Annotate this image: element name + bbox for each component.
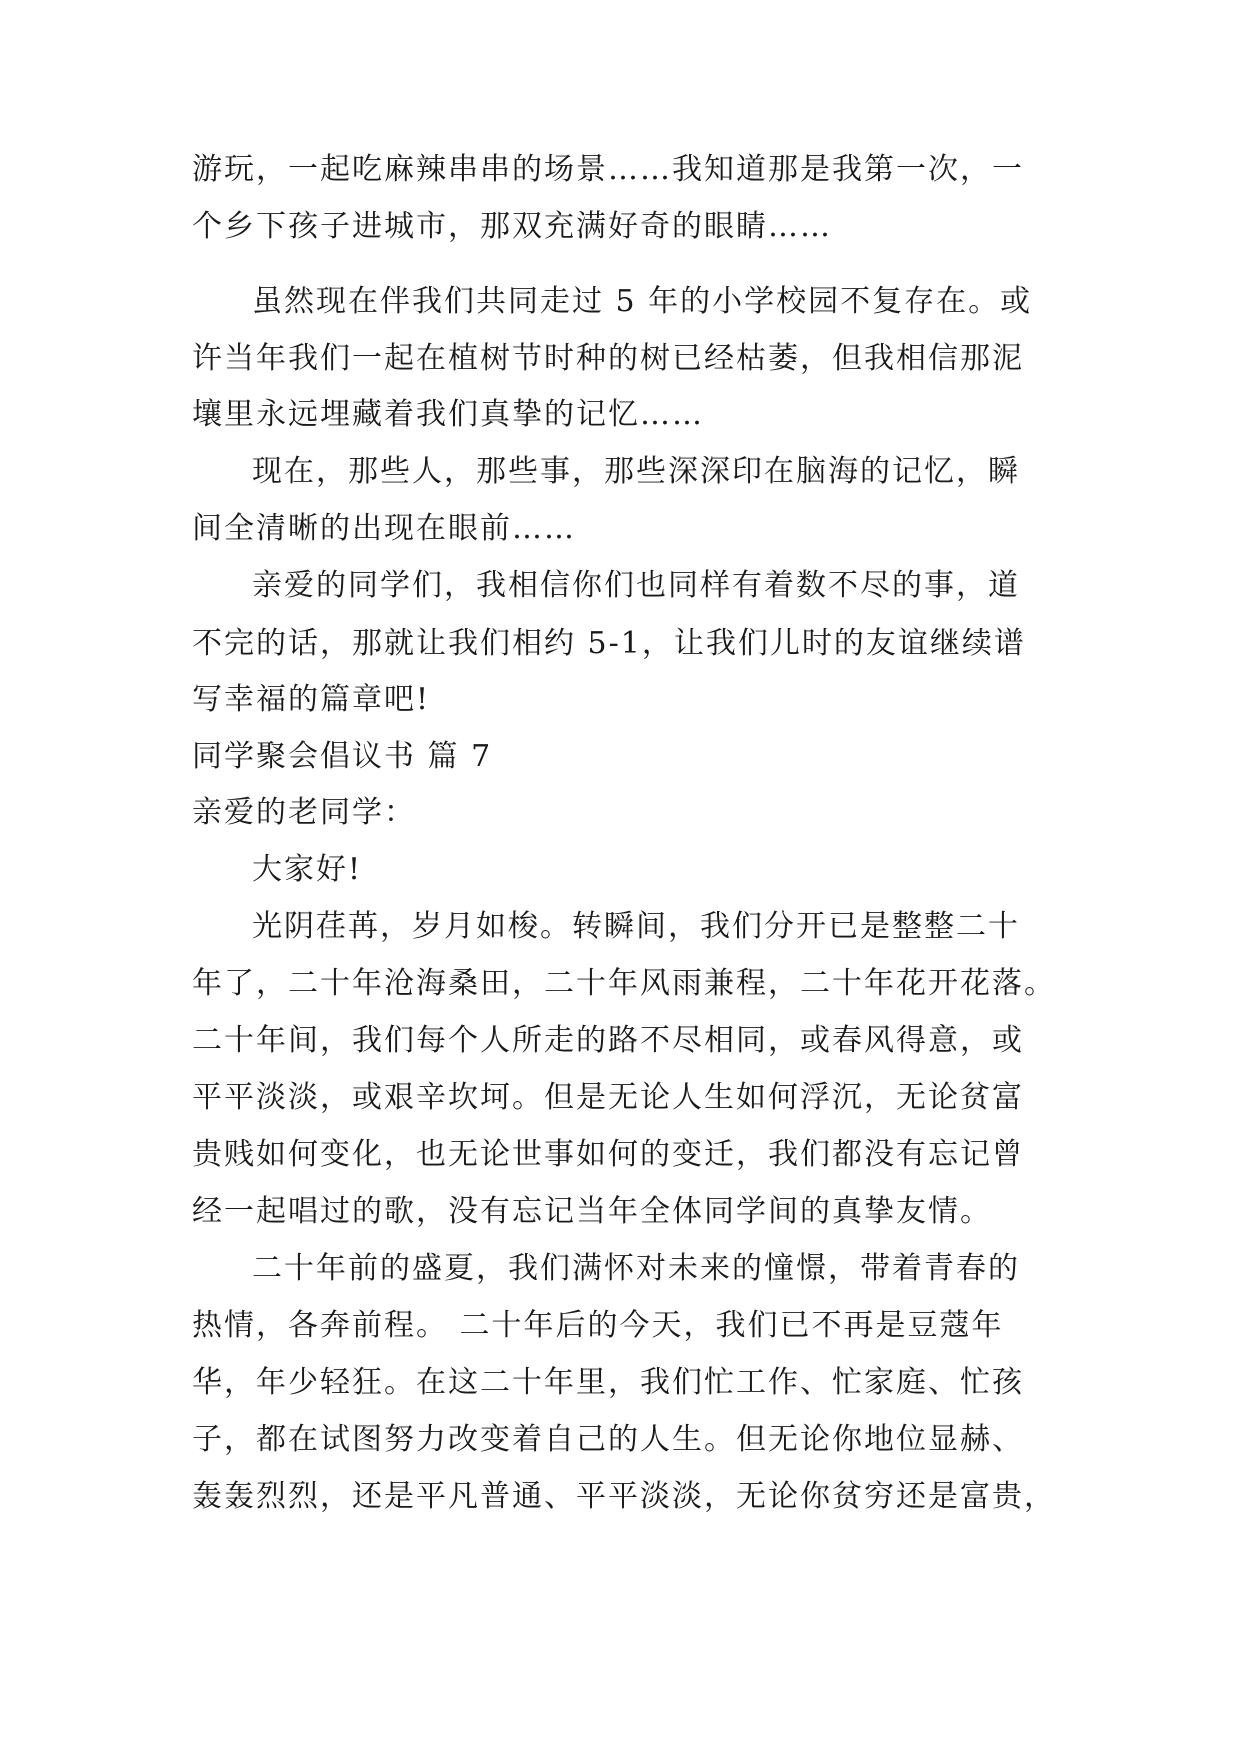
text-line: 子，都在试图努力改变着自己的人生。但无论你地位显赫、 <box>192 1422 1024 1457</box>
salutation: 亲爱的老同学： <box>192 795 416 830</box>
text-line: 热情，各奔前程。 二十年后的今天，我们已不再是豆蔻年 <box>192 1308 1004 1343</box>
text-line: 光阴荏苒，岁月如梭。转瞬间，我们分开已是整整二十 <box>252 909 1020 944</box>
text-line: 壤里永远埋藏着我们真挚的记忆…… <box>192 397 704 432</box>
text-line: 轰轰烈烈，还是平凡普通、平平淡淡，无论你贫穷还是富贵， <box>192 1479 1056 1514</box>
text-line: 不完的话，那就让我们相约 5-1，让我们儿时的友谊继续谱 <box>192 626 1026 661</box>
text-line: 贵贱如何变化，也无论世事如何的变迁，我们都没有忘记曾 <box>192 1137 1024 1172</box>
text-line: 间全清晰的出现在眼前…… <box>192 511 576 546</box>
text-line: 年了，二十年沧海桑田，二十年风雨兼程，二十年花开花落。 <box>192 966 1056 1001</box>
text-line: 现在，那些人，那些事，那些深深印在脑海的记忆，瞬 <box>252 454 1020 489</box>
text-line: 二十年间，我们每个人所走的路不尽相同，或春风得意，或 <box>192 1023 1024 1058</box>
section-heading: 同学聚会倡议书 篇 7 <box>192 739 493 774</box>
text-line: 华，年少轻狂。在这二十年里，我们忙工作、忙家庭、忙孩 <box>192 1365 1024 1400</box>
text-line: 许当年我们一起在植树节时种的树已经枯萎，但我相信那泥 <box>192 341 1024 376</box>
text-line: 经一起唱过的歌，没有忘记当年全体同学间的真挚友情。 <box>192 1194 992 1229</box>
greeting: 大家好! <box>252 852 363 887</box>
text-line: 二十年前的盛夏，我们满怀对未来的憧憬，带着青春的 <box>252 1251 1020 1286</box>
text-line: 游玩，一起吃麻辣串串的场景……我知道那是我第一次，一 <box>192 152 1024 187</box>
text-line: 写幸福的篇章吧! <box>192 682 431 717</box>
text-line: 亲爱的同学们，我相信你们也同样有着数不尽的事，道 <box>252 568 1020 603</box>
text-line: 虽然现在伴我们共同走过 5 年的小学校园不复存在。或 <box>252 284 1033 319</box>
text-line: 个乡下孩子进城市，那双充满好奇的眼睛…… <box>192 209 832 244</box>
text-line: 平平淡淡，或艰辛坎坷。但是无论人生如何浮沉，无论贫富 <box>192 1080 1024 1115</box>
